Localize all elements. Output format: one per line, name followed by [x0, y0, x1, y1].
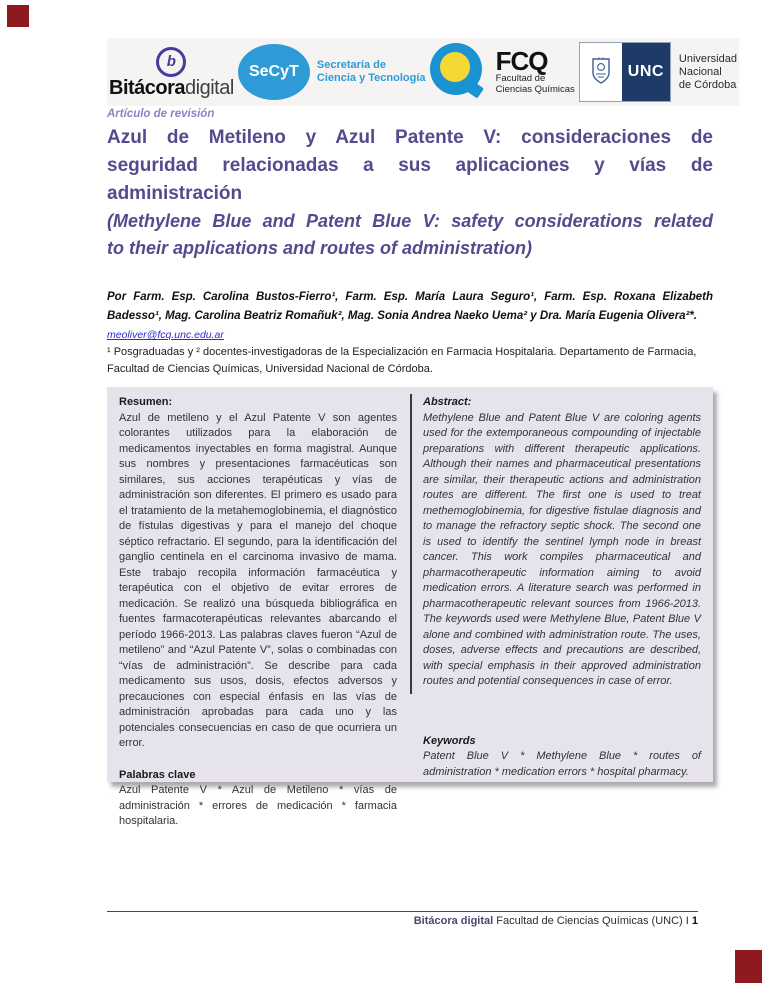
unc-crest-box	[579, 42, 671, 102]
abstract-box	[107, 387, 713, 827]
unc-logo	[579, 42, 737, 102]
unc-label-line3: de Córdoba	[678, 78, 737, 91]
article-title-en	[107, 208, 713, 262]
footer	[107, 915, 698, 927]
article-body	[107, 108, 713, 827]
fcq-label	[495, 46, 575, 95]
bitacora-wordmark-light: digital	[185, 76, 234, 99]
resumen-column	[119, 395, 397, 827]
unc-label-line2: Nacional	[678, 65, 722, 78]
fcq-acronym: FCQ	[495, 46, 548, 76]
secyt-label-line2: Ciencia y Tecnología	[316, 72, 426, 84]
article-type-kicker: Artículo de revisión	[107, 108, 215, 120]
title-es-line3: administración	[107, 183, 243, 204]
footer-page-number: 1	[691, 915, 698, 927]
bitacora-wordmark	[109, 78, 234, 98]
author-email-link[interactable]: meoliver@fcq.unc.edu.ar	[107, 329, 224, 341]
abstract-heading: Abstract:	[423, 396, 472, 408]
title-es-line2: seguridad relacionadas a sus aplicaciones y vías de	[107, 155, 713, 176]
abstract-body: Methylene Blue and Patent Blue V are coloring agents used for the extemporaneous compounding of injectable preparations with different therapeutic applications. Although their names and pharmaceutical presentations are similar, their therapeutic actions and administration routes are different. The first one is used to treat methemoglobinemia, for digestive fistulae diagnosis and to manage the refractory septic shock. The second one is used to identify the sentinel lymph node in breast cancer. This work compiles pharmaceutical and pharmacotherapeutic information aiming to avoid medication errors. A literature search was performed in pharmacotherapeutic relevant sources from 1966-2013. The keywords used were Methylene Blue, Patent Blue V alone and combined with administration route. The uses, doses, adverse effects and precautions are described, with special emphasis in their approved administration routes and potential consequences in case of error.	[423, 411, 701, 687]
unc-label-line1: Universidad	[678, 52, 737, 65]
footer-faculty-text: Facultad de Ciencias Químicas (UNC) I	[493, 915, 692, 927]
authors-line: Por Farm. Esp. Carolina Bustos-Fierro¹, Farm. Esp. María Laura Seguro¹, Farm. Esp. Roxana Elizabeth Badesso¹, Mag. Carolina Beatriz Romañuk², Mag. Sonia Andrea Naeko Uema² y Dra. María Eugenia Olivera²*.	[107, 291, 713, 322]
corner-mark-top-left	[7, 5, 29, 27]
affiliation-note: ¹ Posgraduadas y ² docentes-investigadoras de la Especialización en Farmacia Hospitalaria. Departamento de Farmacia, Facultad de Ciencias Químicas, Universidad Nacional de Córdoba.	[107, 346, 697, 375]
resumen-heading: Resumen:	[119, 396, 173, 408]
unc-acronym: UNC	[622, 43, 670, 101]
secyt-logo	[238, 44, 426, 100]
unc-label	[679, 53, 737, 92]
bitacora-digital-logo	[109, 47, 234, 98]
secyt-badge-icon: SeCyT	[238, 44, 310, 100]
keywords-list: Patent Blue V * Methylene Blue * routes of administration * medication errors * hospital pharmacy.	[423, 750, 701, 778]
column-divider	[410, 394, 412, 694]
palabras-clave-list: Azul Patente V * Azul de Metileno * vías de administración * errores de medicación * farmacia hospitalaria.	[119, 784, 397, 827]
corner-mark-bottom-right	[735, 950, 762, 983]
fcq-label-line1: Facultad de	[495, 73, 546, 84]
abstract-column	[423, 395, 701, 778]
keywords-heading: Keywords	[423, 734, 476, 747]
footer-rule	[107, 911, 698, 912]
bitacora-icon-letter: b	[166, 53, 176, 70]
footer-journal-name: Bitácora digital	[413, 915, 494, 927]
bitacora-wordmark-bold: Bitácora	[109, 76, 186, 99]
secyt-label	[317, 59, 426, 85]
fcq-label-line2: Ciencias Químicas	[495, 84, 575, 95]
title-en-line1: (Methylene Blue and Patent Blue V: safety considerations related	[107, 211, 713, 231]
resumen-body: Azul de metileno y el Azul Patente V son agentes colorantes utilizados para la elaboración de medicamentos inyectables en forma magistral. Aunque sus nombres y presentaciones farmacéuticas son similares, sus acciones terapéuticas y vías de administración son diferentes. El primero es usado para el tratamiento de la metahemoglobinemia, el diagnóstico de fístulas digestivas y para el manejo del choque séptico refractario. El segundo, para la identificación del ganglio centinela en el carcinoma invasivo de mama. Este trabajo recopila información farmacéutica y terapéutica con el objetivo de evitar errores de medicación. Se realizó una búsqueda bibliográfica en fuentes farmacoterapéuticas relevantes abarcando el período 1966-2013. Las palabras claves fueron “Azul de metileno” and “Azul Patente V”, solas o combinadas con “vías de administración”. Se describe para cada medicamento sus usos, dosis, efectos adversos y precauciones con especial énfasis en las vías de administración aprobadas para cada uno y las potenciales consecuencias en caso de que ocurriera un error.	[119, 411, 397, 749]
article-title-es	[107, 124, 713, 208]
journal-header	[107, 38, 739, 106]
bitacora-at-icon	[156, 47, 186, 77]
palabras-clave-heading: Palabras clave	[119, 768, 196, 781]
title-en-line2: to their applications and routes of administration)	[107, 238, 533, 258]
secyt-label-line1: Secretaría de	[316, 59, 386, 71]
unc-crest-icon	[580, 43, 622, 101]
fcq-logo	[430, 43, 575, 101]
fcq-q-icon	[430, 43, 488, 101]
title-es-line1: Azul de Metileno y Azul Patente V: consideraciones de	[107, 127, 713, 148]
